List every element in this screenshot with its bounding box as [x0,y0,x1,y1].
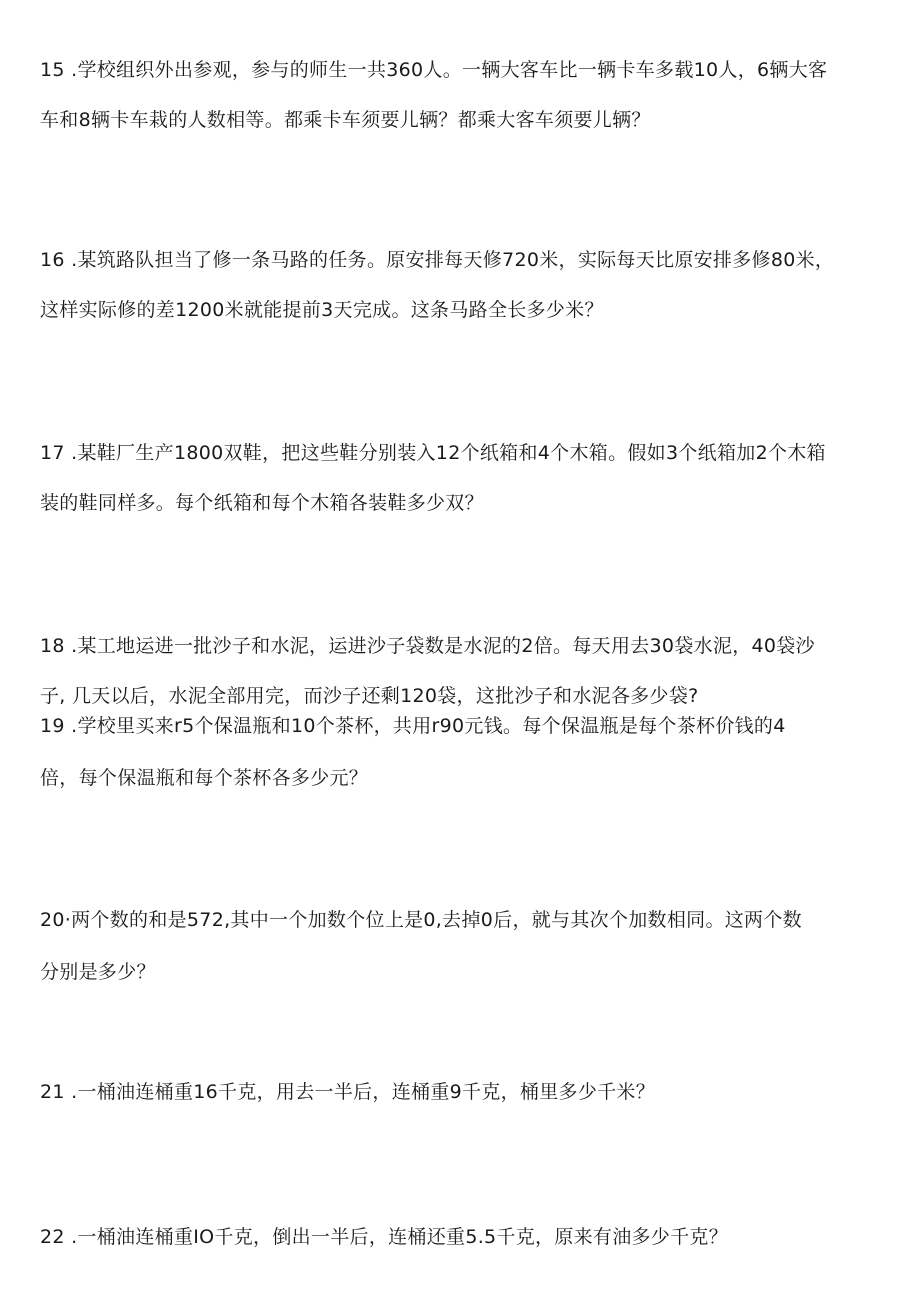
problem-21-line-1: 21 .一桶油连桶重16千克，用去一半后，连桶重9千克，桶里多少千米？ [40,1081,656,1103]
problem-17-line-2: 装的鞋同样多。每个纸箱和每个木箱各装鞋多少双？ [40,492,484,514]
problem-20-line-2: 分别是多少？ [40,961,156,983]
problem-17-line-1: 17 .某鞋厂生产1800双鞋，把这些鞋分别装入12个纸箱和4个木箱。假如3个纸箱加2个木箱 [40,442,826,464]
problem-16-line-2: 这样实际修的差1200米就能提前3天完成。这条马路全长多少米？ [40,299,604,321]
problem-18-line-1: 18 .某工地运进一批沙子和水泥，运进沙子袋数是水泥的2倍。每天用去30袋水泥，40袋沙 [40,635,815,657]
problem-15-line-1: 15 .学校组织外出参观，参与的师生一共360人。一辆大客车比一辆卡车多载10人，6辆大客 [40,59,828,81]
problem-19-line-2: 倍，每个保温瓶和每个茶杯各多少元？ [40,767,369,789]
problem-19-line-1: 19 .学校里买来r5个保温瓶和10个茶杯，共用r90元钱。每个保温瓶是每个茶杯价钱的4 [40,715,786,737]
problem-16-line-1: 16 .某筑路队担当了修一条马路的任务。原安排每天修720米，实际每天比原安排多修80米， [40,249,835,271]
problem-22-line-1: 22 .一桶油连桶重IO千克，倒出一半后，连桶还重5.5千克，原来有油多少千克？ [40,1226,729,1248]
problem-20-line-1: 20·两个数的和是572,其中一个加数个位上是0,去掉0后，就与其次个加数相同。这两个数 [40,909,802,931]
problem-15-line-2: 车和8辆卡车栽的人数相等。都乘卡车须要儿辆？都乘大客车须要儿辆？ [40,109,651,131]
problem-18-line-2: 子, 几天以后，水泥全部用完，而沙子还剩120袋，这批沙子和水泥各多少袋? [40,685,699,707]
